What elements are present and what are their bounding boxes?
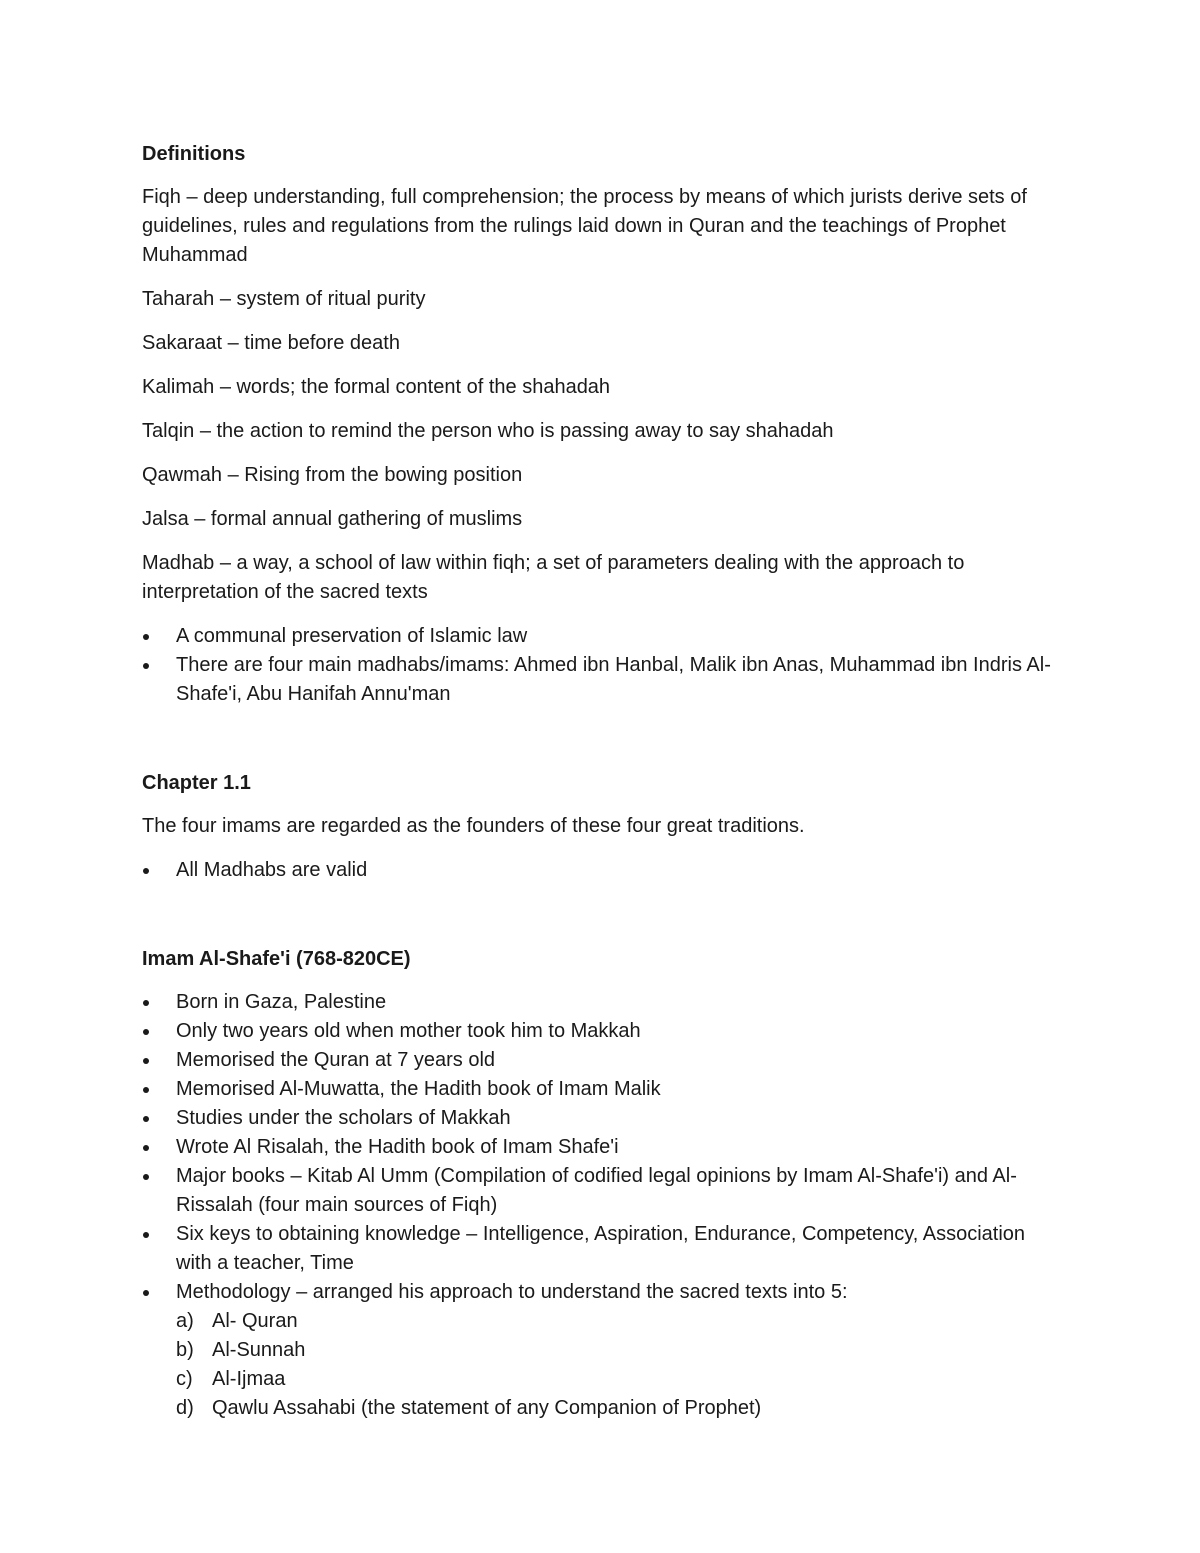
- definition-sakaraat: Sakaraat – time before death: [142, 332, 400, 354]
- chapter-heading: Chapter 1.1: [142, 772, 251, 794]
- imam-heading: Imam Al-Shafe'i (768-820CE): [142, 948, 411, 970]
- definition-kalimah: Kalimah – words; the formal content of the shahadah: [142, 376, 611, 398]
- madhab-bullet-list: [142, 622, 1062, 709]
- bullet-icon: [143, 1290, 149, 1296]
- definition-jalsa: Jalsa – formal annual gathering of muslims: [142, 508, 523, 530]
- list-item: a) Al- Quran: [176, 1310, 298, 1332]
- bullet-icon: [143, 634, 149, 640]
- bullet-icon: [143, 1174, 149, 1180]
- methodology-list: [142, 1307, 1062, 1423]
- list-item: d) Qawlu Assahabi (the statement of any Companion of Prophet): [176, 1397, 762, 1419]
- bullet-icon: [143, 1116, 149, 1122]
- definition-madhab: Madhab – a way, a school of law within fiqh; a set of parameters dealing with the approach to interpretation of the sacred texts: [142, 552, 965, 603]
- list-item: Memorised Al-Muwatta, the Hadith book of Imam Malik: [142, 1075, 1062, 1104]
- list-item: Born in Gaza, Palestine: [142, 988, 1062, 1017]
- list-item: c) Al-Ijmaa: [176, 1368, 286, 1390]
- definition-taharah: Taharah – system of ritual purity: [142, 288, 426, 310]
- list-item: Studies under the scholars of Makkah: [142, 1104, 1062, 1133]
- bullet-icon: [143, 1145, 149, 1151]
- bullet-icon: [143, 1000, 149, 1006]
- definitions-heading: Definitions: [142, 143, 246, 165]
- list-item: Memorised the Quran at 7 years old: [142, 1046, 1062, 1075]
- list-item: Six keys to obtaining knowledge – Intelligence, Aspiration, Endurance, Competency, Association with a teacher, Time: [142, 1220, 1062, 1278]
- definition-qawmah: Qawmah – Rising from the bowing position: [142, 464, 523, 486]
- bullet-icon: [143, 663, 149, 669]
- definition-fiqh: Fiqh – deep understanding, full comprehension; the process by means of which jurists derive sets of guidelines, rules and regulations from the rulings laid down in Quran and the teachings of Prophet Muhammad: [142, 186, 1027, 266]
- imam-bullet-list: [142, 988, 1062, 1307]
- list-item: b) Al-Sunnah: [176, 1339, 306, 1361]
- list-item: There are four main madhabs/imams: Ahmed ibn Hanbal, Malik ibn Anas, Muhammad ibn Indris Al-Shafe'i, Abu Hanifah Annu'man: [142, 651, 1062, 709]
- bullet-icon: [143, 1058, 149, 1064]
- bullet-icon: [143, 868, 149, 874]
- list-item: All Madhabs are valid: [142, 856, 1062, 885]
- list-item: A communal preservation of Islamic law: [142, 622, 1062, 651]
- list-item: Wrote Al Risalah, the Hadith book of Imam Shafe'i: [142, 1133, 1062, 1162]
- document-page: [142, 140, 1062, 1423]
- list-item: Major books – Kitab Al Umm (Compilation of codified legal opinions by Imam Al-Shafe'i) and Al-Rissalah (four main sources of Fiqh): [142, 1162, 1062, 1220]
- bullet-icon: [143, 1087, 149, 1093]
- definition-talqin: Talqin – the action to remind the person who is passing away to say shahadah: [142, 420, 834, 442]
- bullet-icon: [143, 1029, 149, 1035]
- chapter-bullet-list: [142, 856, 1062, 885]
- list-item: Methodology – arranged his approach to understand the sacred texts into 5:: [142, 1278, 1062, 1307]
- list-item: Only two years old when mother took him to Makkah: [142, 1017, 1062, 1046]
- chapter-intro: The four imams are regarded as the founders of these four great traditions.: [142, 815, 805, 837]
- bullet-icon: [143, 1232, 149, 1238]
